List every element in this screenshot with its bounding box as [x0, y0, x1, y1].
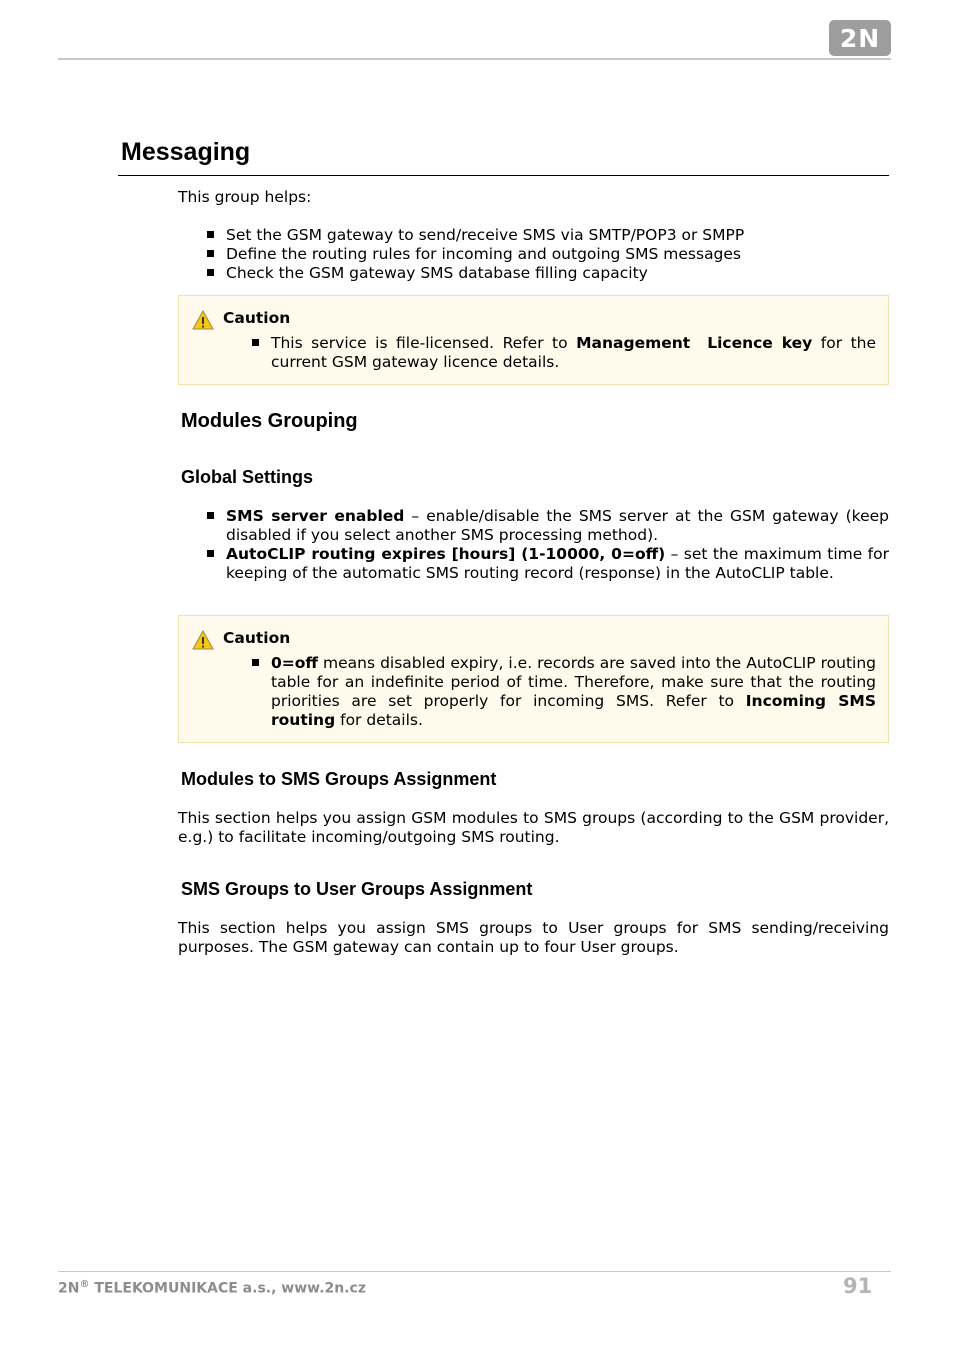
caution-item: 0=off means disabled expiry, i.e. records are saved into the AutoCLIP routing table for an indefinite period of time. Therefore, make sure that the routing priorities are set properly for incoming SMS. Refer to Incoming SMS routing for details.	[271, 654, 876, 729]
caution-box	[178, 615, 889, 743]
footer-company: 2N® TELEKOMUNIKACE a.s., www.2n.cz	[58, 1279, 366, 1297]
list-item: AutoCLIP routing expires [hours] (1-10000, 0=off) – set the maximum time for keeping of the automatic SMS routing record (response) in the AutoCLIP table.	[226, 545, 889, 582]
title-underline	[118, 175, 889, 176]
caution-list	[271, 654, 876, 730]
caution-box	[178, 295, 889, 385]
subsection-heading: Modules to SMS Groups Assignment	[181, 769, 497, 789]
list-item: Define the routing rules for incoming and outgoing SMS messages	[226, 245, 889, 264]
list-item: Check the GSM gateway SMS database filling capacity	[226, 264, 889, 283]
caution-list	[271, 334, 876, 372]
subsection-heading: Global Settings	[181, 467, 314, 487]
caution-item: This service is file-licensed. Refer to Management Licence key for the current GSM gateway licence details.	[271, 334, 877, 371]
paragraph: This section helps you assign GSM modules to SMS groups (according to the GSM provider, e.g.) to facilitate incoming/outgoing SMS routing.	[178, 809, 889, 846]
warning-triangle-icon	[192, 309, 214, 331]
intro-list	[226, 226, 889, 283]
brand-logo	[829, 20, 891, 56]
logo-text: 2N	[839, 23, 881, 53]
footer-divider	[58, 1271, 891, 1272]
list-item: Set the GSM gateway to send/receive SMS via SMTP/POP3 or SMPP	[226, 226, 889, 245]
paragraph: This section helps you assign SMS groups to User groups for SMS sending/receiving purposes. The GSM gateway can contain up to four User groups.	[178, 919, 889, 956]
caution-title: Caution	[223, 309, 291, 327]
settings-list	[226, 507, 889, 583]
caution-title: Caution	[223, 629, 291, 647]
intro-text: This group helps:	[178, 188, 312, 206]
list-item: SMS server enabled – enable/disable the SMS server at the GSM gateway (keep disabled if you select another SMS processing method).	[226, 507, 889, 544]
page-title: Messaging	[121, 138, 251, 166]
header-divider	[58, 58, 891, 60]
subsection-heading: SMS Groups to User Groups Assignment	[181, 879, 533, 899]
page-number: 91	[843, 1274, 873, 1298]
warning-triangle-icon	[192, 629, 214, 651]
section-heading: Modules Grouping	[181, 410, 358, 432]
